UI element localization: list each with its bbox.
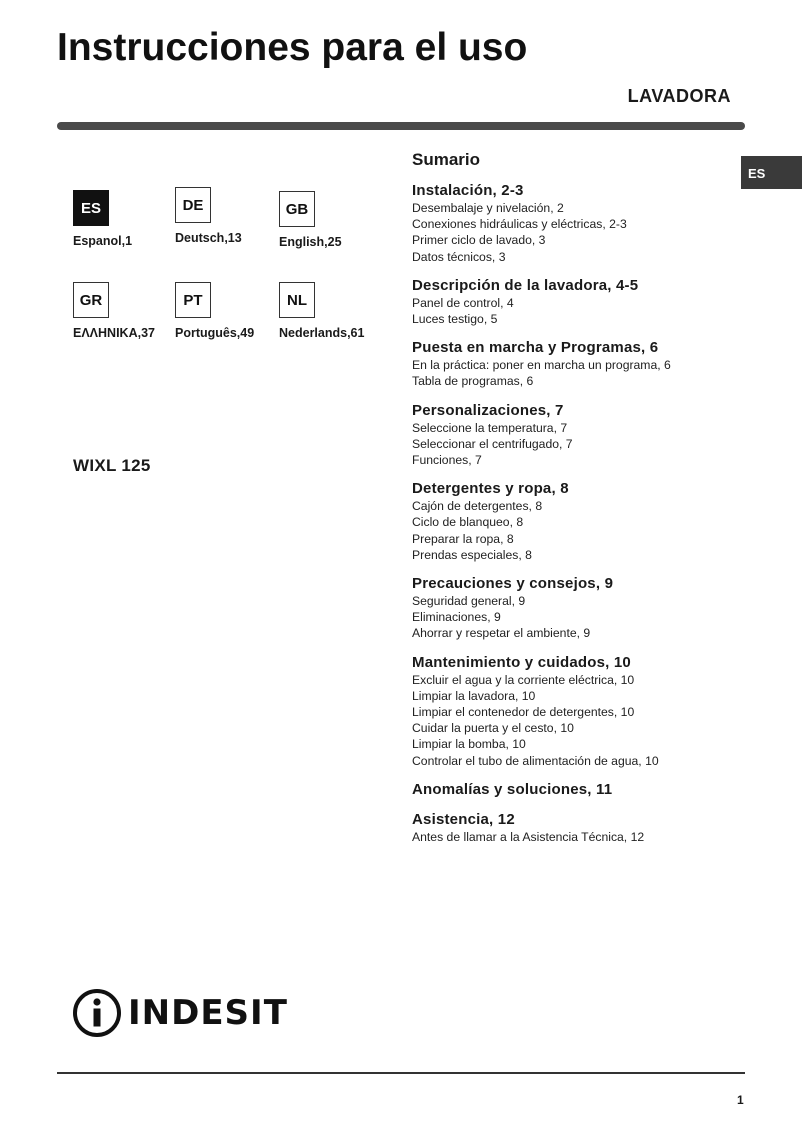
toc-section [412, 182, 742, 265]
toc-section [412, 402, 742, 469]
toc-item[interactable]: Cuidar la puerta y el cesto, 10 [412, 721, 574, 736]
toc-item[interactable]: Tabla de programas, 6 [412, 374, 534, 389]
toc-section-heading[interactable]: Mantenimiento y cuidados, 10 [412, 653, 631, 671]
language-gb[interactable] [279, 191, 389, 249]
language-side-tab: ES [741, 156, 802, 189]
toc-item[interactable]: Antes de llamar a la Asistencia Técnica, 12 [412, 829, 645, 844]
toc-item[interactable]: Cajón de detergentes, 8 [412, 499, 543, 514]
toc-section [412, 654, 742, 769]
document-subtitle: LAVADORA [627, 86, 731, 106]
table-of-contents [412, 150, 742, 857]
page-title: Instrucciones para el uso [57, 26, 528, 69]
toc-item[interactable]: Preparar la ropa, 8 [412, 531, 514, 546]
language-de[interactable] [175, 187, 285, 245]
language-code-box: NL [279, 282, 315, 318]
toc-section [412, 575, 742, 642]
toc-item[interactable]: Prendas especiales, 8 [412, 547, 532, 562]
page-number: 1 [737, 1093, 744, 1107]
model-name: WIXL 125 [73, 456, 151, 475]
toc-item[interactable]: Conexiones hidráulicas y eléctricas, 2-3 [412, 217, 627, 232]
toc-section [412, 339, 742, 389]
toc-section [412, 277, 742, 327]
toc-section-heading[interactable]: Instalación, 2-3 [412, 182, 524, 199]
language-label: Nederlands,61 [279, 326, 365, 340]
toc-item[interactable]: Desembalaje y nivelación, 2 [412, 201, 564, 215]
top-divider [57, 122, 745, 130]
toc-item[interactable]: Limpiar la lavadora, 10 [412, 688, 536, 703]
language-nl[interactable] [279, 282, 389, 340]
toc-item[interactable]: Ahorrar y respetar el ambiente, 9 [412, 626, 591, 641]
language-code-box: PT [175, 282, 211, 318]
language-code-box: ES [73, 190, 109, 226]
language-label: Português,49 [175, 326, 255, 340]
indesit-logo-icon [72, 988, 122, 1038]
toc-item[interactable]: Luces testigo, 5 [412, 312, 498, 327]
toc-title: Sumario [412, 150, 481, 169]
language-code-box: GR [73, 282, 109, 318]
language-code-box: DE [175, 187, 211, 223]
toc-section [412, 480, 742, 563]
toc-item[interactable]: Seguridad general, 9 [412, 594, 526, 609]
toc-section-heading[interactable]: Descripción de la lavadora, 4-5 [412, 276, 639, 294]
toc-item[interactable]: Funciones, 7 [412, 453, 482, 468]
language-es[interactable] [73, 190, 183, 248]
bottom-divider [57, 1072, 745, 1074]
toc-sections [412, 182, 742, 845]
toc-section [412, 811, 742, 845]
toc-section-heading[interactable]: Personalizaciones, 7 [412, 401, 564, 419]
toc-section-heading[interactable]: Anomalías y soluciones, 11 [412, 780, 613, 798]
language-gr[interactable] [73, 282, 183, 340]
toc-item[interactable]: Controlar el tubo de alimentación de agua, 10 [412, 753, 659, 768]
toc-item[interactable]: Limpiar la bomba, 10 [412, 737, 526, 752]
brand-logo [72, 988, 288, 1038]
toc-item[interactable]: Eliminaciones, 9 [412, 610, 501, 625]
language-label: Espanol,1 [73, 234, 133, 248]
toc-item[interactable]: Limpiar el contenedor de detergentes, 10 [412, 705, 635, 720]
toc-item[interactable]: Seleccione la temperatura, 7 [412, 420, 568, 435]
toc-item[interactable]: Datos técnicos, 3 [412, 249, 506, 264]
toc-section-heading[interactable]: Precauciones y consejos, 9 [412, 575, 614, 593]
toc-item[interactable]: Primer ciclo de lavado, 3 [412, 233, 546, 248]
toc-item[interactable]: Panel de control, 4 [412, 295, 514, 310]
toc-item[interactable]: Seleccionar el centrifugado, 7 [412, 436, 573, 451]
language-pt[interactable] [175, 282, 285, 340]
toc-item[interactable]: Excluir el agua y la corriente eléctrica, 10 [412, 672, 635, 687]
toc-section [412, 781, 742, 799]
toc-section-heading[interactable]: Puesta en marcha y Programas, 6 [412, 339, 659, 357]
toc-item[interactable]: En la práctica: poner en marcha un programa, 6 [412, 358, 671, 373]
brand-wordmark: INDESIT [128, 993, 288, 1033]
toc-section-heading[interactable]: Asistencia, 12 [412, 810, 515, 828]
language-label: Deutsch,13 [175, 231, 242, 245]
language-label: English,25 [279, 235, 342, 249]
language-code-box: GB [279, 191, 315, 227]
toc-section-heading[interactable]: Detergentes y ropa, 8 [412, 480, 569, 498]
toc-item[interactable]: Ciclo de blanqueo, 8 [412, 515, 524, 530]
language-label: ΕΛΛΗΝΙΚΑ,37 [73, 326, 155, 340]
